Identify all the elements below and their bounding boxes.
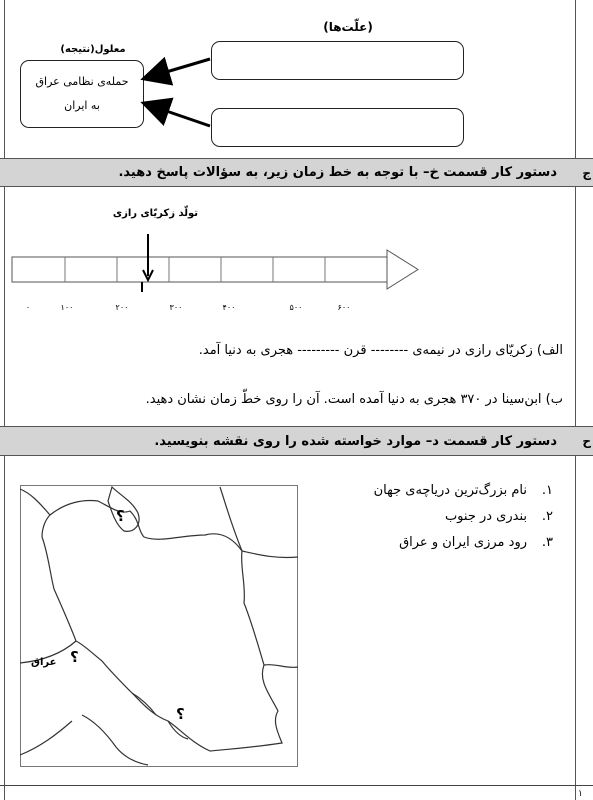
section-kh-title: دستور کار قسمت خ– با توجه به خط زمان زیر، به سؤالات پاسخ دهید. — [118, 165, 557, 180]
map-marker-border-river: ؟ — [70, 648, 79, 666]
timeline-tick-500: ۵۰۰ — [289, 303, 303, 312]
section-d-edge-mark: ح — [582, 434, 591, 448]
timeline — [0, 230, 593, 310]
question-b: ب) ابن‌سینا در ۳۷۰ هجری به دنیا آمده است. آن را روی خطّ زمان نشان دهید. — [145, 392, 563, 407]
arrow-2 — [146, 104, 210, 126]
map-task-list — [374, 478, 553, 556]
bottom-rule — [0, 785, 593, 786]
map-label-iraq: عراق — [31, 657, 57, 668]
timeline-tick-200: ۲۰۰ — [115, 303, 129, 312]
timeline-tick-600: ۶۰۰ — [337, 303, 351, 312]
map-task-item: ۳.رود مرزی ایران و عراق — [399, 535, 553, 550]
causes-heading: (علّت‌ها) — [323, 20, 373, 34]
iran-map — [20, 485, 298, 767]
cause-effect-arrows — [0, 0, 593, 160]
section-kh-edge-mark: ج — [582, 165, 591, 180]
section-d-header — [0, 426, 593, 456]
effect-text-line2: به ایران — [64, 99, 100, 112]
map-task-item: ۲.بندری در جنوب — [444, 509, 553, 524]
timeline-tick-0: ۰ — [25, 303, 31, 312]
map-task-item: ۱.نام بزرگ‌ترین دریاچه‌ی جهان — [373, 483, 553, 498]
map-marker-caspian: ؟ — [116, 507, 125, 525]
page-mark: ۱ — [578, 789, 583, 799]
timeline-birth-label: تولّد زکریّای رازی — [112, 208, 198, 219]
timeline-bar — [12, 257, 387, 282]
section-kh-header — [0, 158, 593, 187]
arrow-1 — [146, 59, 210, 78]
timeline-tick-100: ۱۰۰ — [60, 303, 74, 312]
timeline-tick-400: ۴۰۰ — [222, 303, 236, 312]
timeline-tick-300: ۳۰۰ — [169, 303, 183, 312]
effect-text-line1: حمله‌ی نظامی عراق — [35, 75, 129, 88]
timeline-arrowhead — [387, 250, 418, 289]
question-a: الف) زکریّای رازی در نیمه‌ی -------- قرن --------- هجری به دنیا آمد. — [198, 343, 563, 358]
section-d-title: دستور کار قسمت د– موارد خواسته شده را روی نقشه بنویسید. — [154, 433, 557, 449]
map-marker-southern-port: ؟ — [176, 705, 185, 723]
effect-heading: معلول(نتیجه) — [60, 44, 126, 55]
